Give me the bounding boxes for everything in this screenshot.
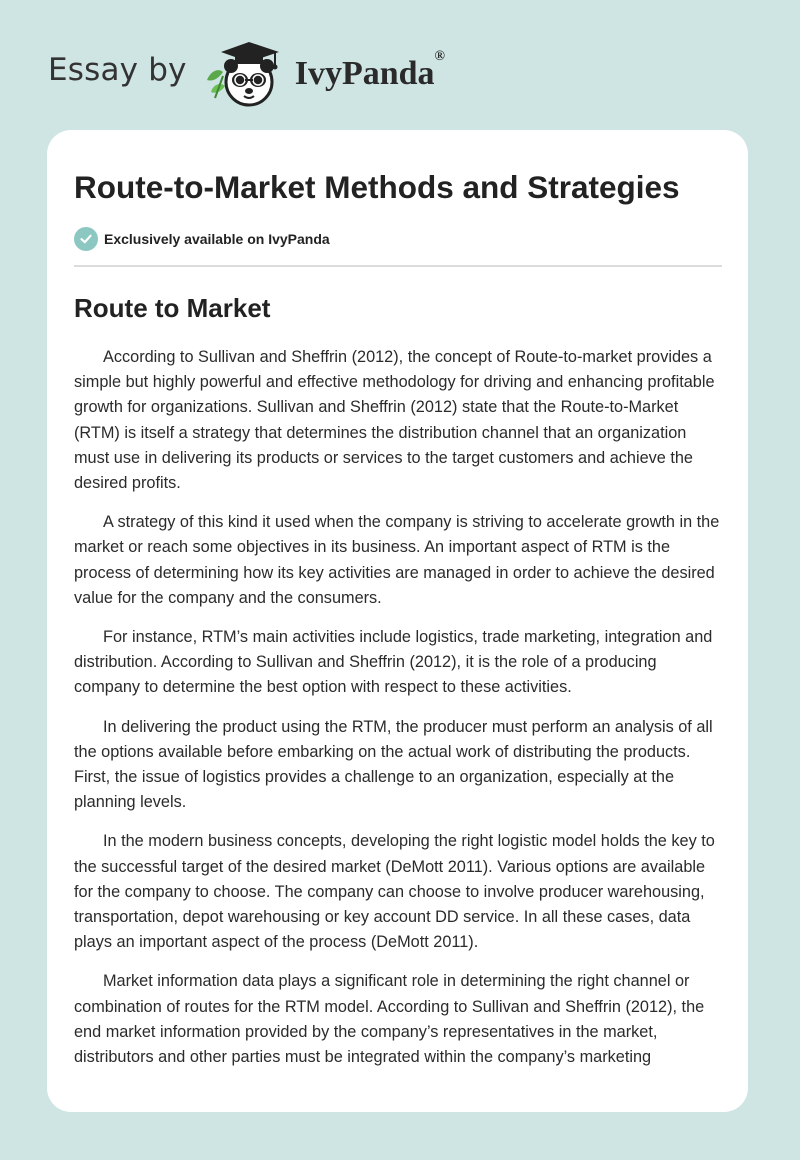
- essay-body: [74, 345, 722, 1070]
- page-title: Route-to-Market Methods and Strategies: [74, 169, 680, 205]
- paragraph: In the modern business concepts, developing the right logistic model holds the key to the successful target of the desired market (DeMott 2011). Various options are available for the company to choose. The company can choose to involve producer warehousing, transportation, depot warehousing or key account DD service. In all these cases, data plays an important aspect of the process (DeMott 2011).: [74, 832, 715, 952]
- check-circle-icon: [74, 227, 98, 251]
- brand-prefix: Essay by: [48, 52, 187, 88]
- paragraph: For instance, RTM’s main activities include logistics, trade marketing, integration and distribution. According to Sullivan and Sheffrin (2012), it is the role of a producing company to determine the best option with respect to these activities.: [74, 628, 713, 697]
- brand-name: [294, 49, 446, 93]
- section-heading: Route to Market: [74, 293, 271, 323]
- paragraph: In delivering the product using the RTM, the producer must perform an analysis of all the options available before embarking on the actual work of distributing the products. First, the issue of logistics provides a challenge to an organization, especially at the planning levels.: [74, 717, 713, 812]
- paragraph: According to Sullivan and Sheffrin (2012), the concept of Route-to-market provides a simple but highly powerful and effective methodology for driving and enhancing profitable growth for organizations. Sullivan and Sheffrin (2012) state that the Route-to-Market (RTM) is itself a strategy that determines the distribution channel that an organization must use in delivering its products or services to the target customers and achieve the desired profits.: [74, 348, 715, 493]
- brand-name-text: IvyPanda: [294, 55, 435, 92]
- paragraph: Market information data plays a significant role in determining the right channel or combination of routes for the RTM model. According to Sullivan and Sheffrin (2012), the end market information provided by the company’s representatives in the market, distributors and other parties must be integrated within the company’s marketing: [74, 972, 705, 1067]
- essay-card: [47, 130, 748, 1112]
- badge-label: Exclusively available on IvyPanda: [104, 231, 330, 247]
- registered-mark: ®: [434, 49, 446, 64]
- brand-header: [48, 36, 445, 108]
- exclusive-badge: [74, 227, 722, 251]
- panda-logo-icon[interactable]: [201, 36, 293, 108]
- title-divider: [74, 265, 722, 267]
- paragraph: A strategy of this kind it used when the company is striving to accelerate growth in the market or reach some objectives in its business. An important aspect of RTM is the process of determining how its key activities are managed in order to achieve the desired value for the company and the consumers.: [74, 513, 720, 607]
